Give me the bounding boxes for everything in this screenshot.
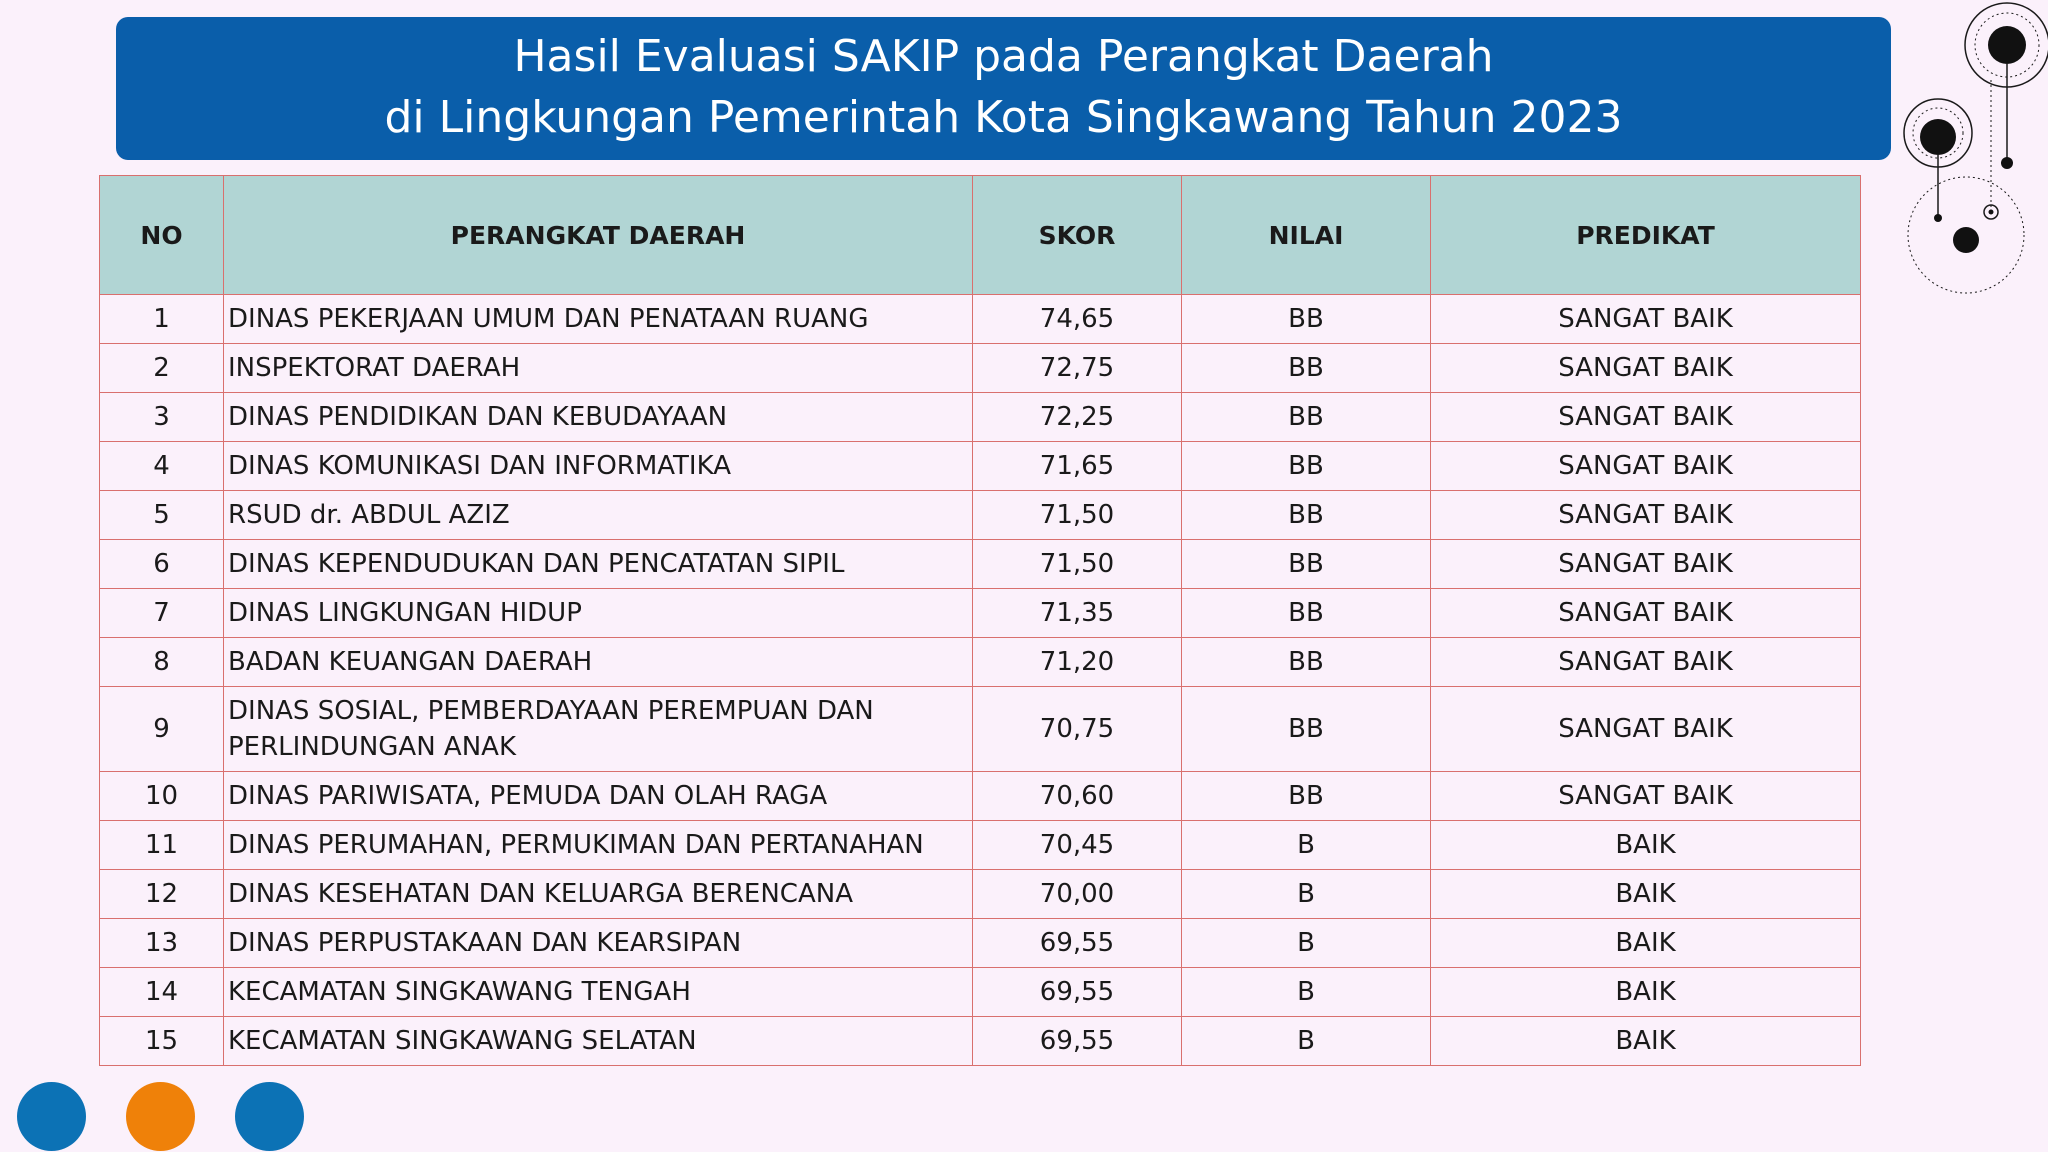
table-row	[100, 344, 1861, 393]
column-header-predikat: PREDIKAT	[1431, 176, 1861, 295]
cell-no: 12	[100, 870, 224, 919]
cell-predikat: SANGAT BAIK	[1431, 295, 1861, 344]
cell-no: 2	[100, 344, 224, 393]
cell-skor: 70,45	[973, 821, 1182, 870]
cell-predikat: SANGAT BAIK	[1431, 540, 1861, 589]
table-row	[100, 491, 1861, 540]
cell-skor: 71,35	[973, 589, 1182, 638]
cell-nilai: BB	[1182, 540, 1431, 589]
decorative-dot-blue-right	[235, 1082, 304, 1151]
cell-perangkat-daerah: DINAS LINGKUNGAN HIDUP	[224, 589, 973, 638]
cell-nilai: BB	[1182, 295, 1431, 344]
table-row	[100, 393, 1861, 442]
cell-perangkat-daerah: DINAS PARIWISATA, PEMUDA DAN OLAH RAGA	[224, 772, 973, 821]
cell-no: 15	[100, 1017, 224, 1066]
cell-skor: 70,75	[973, 687, 1182, 772]
cell-perangkat-daerah: BADAN KEUANGAN DAERAH	[224, 638, 973, 687]
cell-skor: 70,00	[973, 870, 1182, 919]
cell-perangkat-daerah: DINAS PENDIDIKAN DAN KEBUDAYAAN	[224, 393, 973, 442]
decorative-circles-graphic	[1880, 0, 2048, 310]
table-row	[100, 772, 1861, 821]
cell-predikat: BAIK	[1431, 1017, 1861, 1066]
cell-skor: 74,65	[973, 295, 1182, 344]
cell-predikat: BAIK	[1431, 821, 1861, 870]
table-row	[100, 687, 1861, 772]
cell-no: 14	[100, 968, 224, 1017]
cell-name-line-2: PERLINDUNGAN ANAK	[228, 732, 516, 762]
cell-nilai: BB	[1182, 442, 1431, 491]
cell-nilai: B	[1182, 1017, 1431, 1066]
cell-predikat: SANGAT BAIK	[1431, 344, 1861, 393]
cell-nilai: B	[1182, 870, 1431, 919]
cell-skor: 71,50	[973, 491, 1182, 540]
table-row	[100, 295, 1861, 344]
cell-perangkat-daerah	[224, 687, 973, 772]
table-row	[100, 821, 1861, 870]
decorative-dot-blue-left	[17, 1082, 86, 1151]
cell-perangkat-daerah: KECAMATAN SINGKAWANG SELATAN	[224, 1017, 973, 1066]
cell-skor: 70,60	[973, 772, 1182, 821]
cell-nilai: BB	[1182, 772, 1431, 821]
cell-skor: 69,55	[973, 968, 1182, 1017]
table-row	[100, 442, 1861, 491]
page-title-line-1: Hasil Evaluasi SAKIP pada Perangkat Daerah	[513, 30, 1494, 82]
evaluation-table	[99, 175, 1861, 1066]
evaluation-table-container	[99, 175, 1860, 1066]
cell-skor: 71,50	[973, 540, 1182, 589]
table-header-row	[100, 176, 1861, 295]
cell-no: 9	[100, 687, 224, 772]
cell-perangkat-daerah: DINAS PERPUSTAKAAN DAN KEARSIPAN	[224, 919, 973, 968]
cell-perangkat-daerah: DINAS KEPENDUDUKAN DAN PENCATATAN SIPIL	[224, 540, 973, 589]
table-row	[100, 540, 1861, 589]
cell-no: 4	[100, 442, 224, 491]
cell-perangkat-daerah: DINAS KOMUNIKASI DAN INFORMATIKA	[224, 442, 973, 491]
cell-predikat: SANGAT BAIK	[1431, 442, 1861, 491]
cell-predikat: SANGAT BAIK	[1431, 491, 1861, 540]
cell-skor: 71,65	[973, 442, 1182, 491]
table-row	[100, 870, 1861, 919]
cell-skor: 72,25	[973, 393, 1182, 442]
cell-no: 10	[100, 772, 224, 821]
cell-predikat: SANGAT BAIK	[1431, 638, 1861, 687]
cell-predikat: BAIK	[1431, 870, 1861, 919]
column-header-nilai: NILAI	[1182, 176, 1431, 295]
cell-predikat: BAIK	[1431, 968, 1861, 1017]
table-row	[100, 638, 1861, 687]
cell-no: 1	[100, 295, 224, 344]
cell-no: 13	[100, 919, 224, 968]
cell-nilai: BB	[1182, 491, 1431, 540]
cell-predikat: SANGAT BAIK	[1431, 687, 1861, 772]
title-banner	[116, 17, 1891, 160]
cell-nilai: B	[1182, 919, 1431, 968]
cell-no: 11	[100, 821, 224, 870]
column-header-no: NO	[100, 176, 224, 295]
cell-no: 3	[100, 393, 224, 442]
cell-skor: 69,55	[973, 1017, 1182, 1066]
cell-perangkat-daerah: KECAMATAN SINGKAWANG TENGAH	[224, 968, 973, 1017]
table-row	[100, 589, 1861, 638]
cell-perangkat-daerah: DINAS KESEHATAN DAN KELUARGA BERENCANA	[224, 870, 973, 919]
cell-predikat: BAIK	[1431, 919, 1861, 968]
table-row	[100, 968, 1861, 1017]
decorative-dot-orange	[126, 1082, 195, 1151]
cell-no: 5	[100, 491, 224, 540]
cell-skor: 71,20	[973, 638, 1182, 687]
cell-no: 6	[100, 540, 224, 589]
cell-predikat: SANGAT BAIK	[1431, 589, 1861, 638]
cell-nilai: BB	[1182, 589, 1431, 638]
cell-nilai: B	[1182, 821, 1431, 870]
cell-nilai: BB	[1182, 344, 1431, 393]
table-row	[100, 1017, 1861, 1066]
cell-nilai: B	[1182, 968, 1431, 1017]
cell-perangkat-daerah: RSUD dr. ABDUL AZIZ	[224, 491, 973, 540]
cell-no: 8	[100, 638, 224, 687]
cell-predikat: SANGAT BAIK	[1431, 772, 1861, 821]
table-row	[100, 919, 1861, 968]
cell-perangkat-daerah: DINAS PERUMAHAN, PERMUKIMAN DAN PERTANAHAN	[224, 821, 973, 870]
column-header-perangkat-daerah: PERANGKAT DAERAH	[224, 176, 973, 295]
cell-nilai: BB	[1182, 393, 1431, 442]
cell-nilai: BB	[1182, 687, 1431, 772]
cell-skor: 72,75	[973, 344, 1182, 393]
column-header-skor: SKOR	[973, 176, 1182, 295]
cell-perangkat-daerah: DINAS PEKERJAAN UMUM DAN PENATAAN RUANG	[224, 295, 973, 344]
cell-nilai: BB	[1182, 638, 1431, 687]
page-title-line-2: di Lingkungan Pemerintah Kota Singkawang Tahun 2023	[384, 91, 1623, 143]
cell-skor: 69,55	[973, 919, 1182, 968]
cell-name-line-1: DINAS SOSIAL, PEMBERDAYAAN PEREMPUAN DAN	[228, 696, 874, 726]
cell-no: 7	[100, 589, 224, 638]
cell-perangkat-daerah: INSPEKTORAT DAERAH	[224, 344, 973, 393]
cell-predikat: SANGAT BAIK	[1431, 393, 1861, 442]
